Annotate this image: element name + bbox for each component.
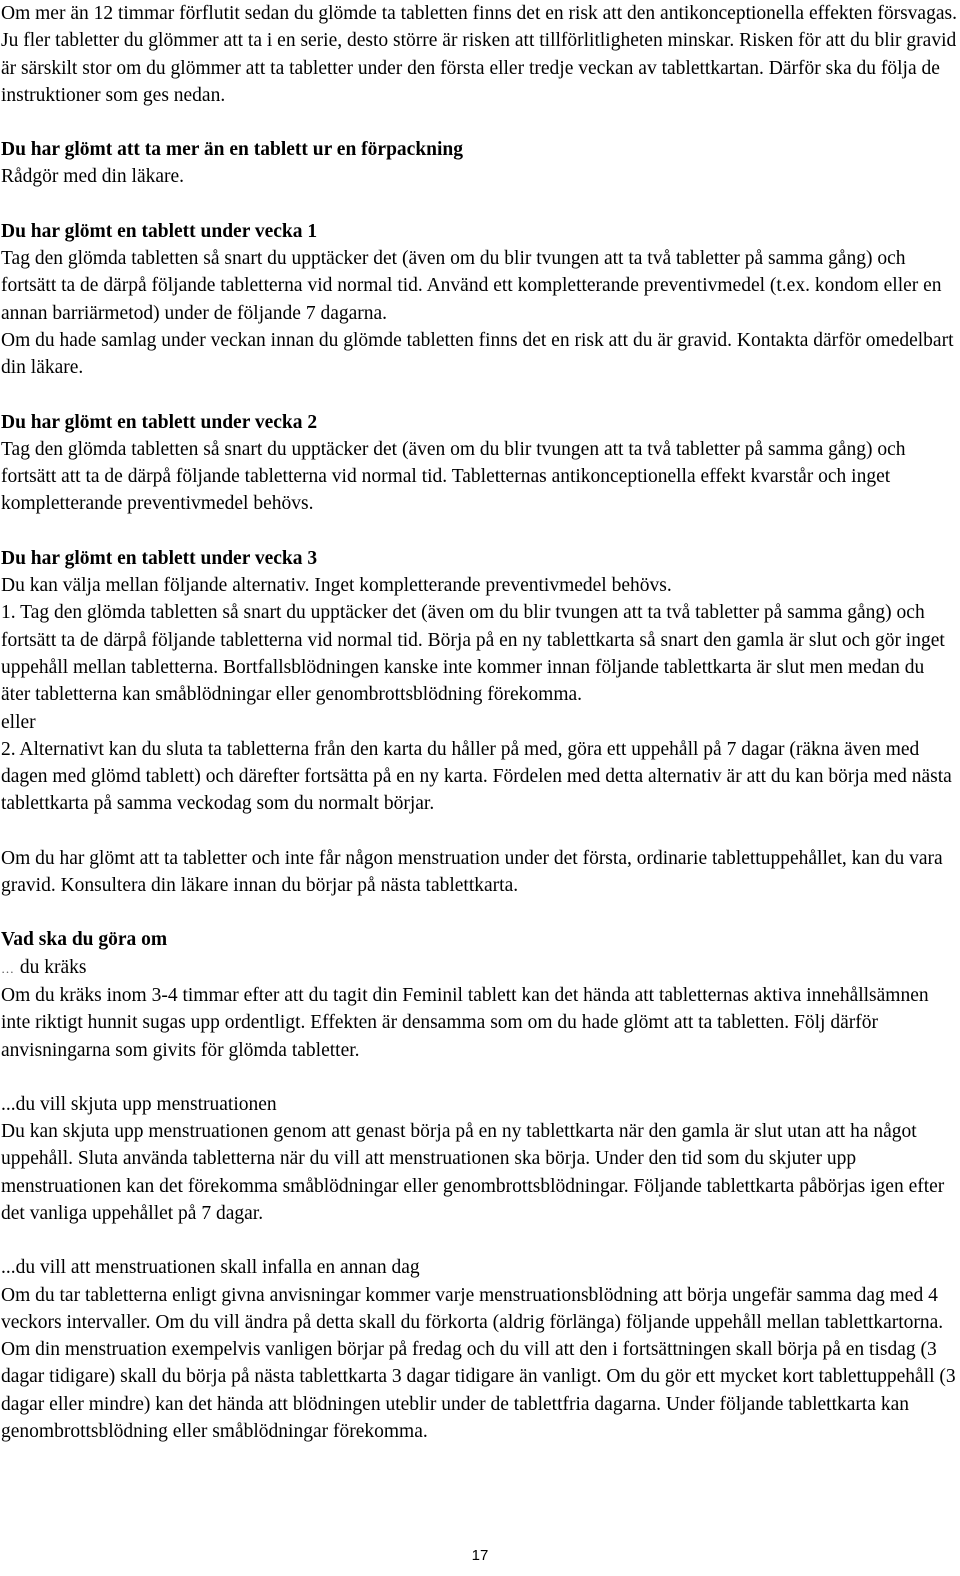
change-day-subheading: ...du vill att menstruationen skall infalla en annan dag [1, 1257, 420, 1279]
section-delay-menstruation [1, 1091, 957, 1227]
section-more-than-one [1, 136, 957, 191]
section-heading: Du har glömt en tablett under vecka 1 [1, 220, 318, 242]
delay-body: Du kan skjuta upp menstruationen genom att genast börja på en ny tablettkarta när den gamla är slut utan att ha något uppehåll. Sluta använda tabletterna när du vill att menstruationen ska börja. Under den tid som du skjuter upp menstruationen kan det förekomma småblödningar eller genombrottsblödningar. Följande tablettkarta påbörjas igen efter det vanliga uppehållet på 7 dagar. [1, 1121, 945, 1224]
section-no-menstruation [1, 845, 957, 900]
no-menstruation-paragraph: Om du har glömt att ta tabletter och inte får någon menstruation under det första, ordinarie tablettuppehållet, kan du vara gravid. Konsultera din läkare innan du börjar på nästa tablettkarta. [1, 847, 943, 897]
section-heading: Du har glömt en tablett under vecka 2 [1, 411, 318, 433]
delay-subheading: ...du vill skjuta upp menstruationen [1, 1093, 277, 1115]
change-day-body: Om du tar tabletterna enligt givna anvisningar kommer varje menstruationsblödning att börja ungefär samma dag med 4 veckors intervaller. Om du vill ändra på detta skall du förkorta (aldrig förlänga) följande uppehåll mellan tablettkartorna. Om din menstruation exempelvis vanligen börjar på fredag och du vill att den i fortsättningen skall börja på en tisdag (3 dagar tidigare) skall du börja på nästa tablettkarta 3 dagar tidigare än vanligt. Om du gör ett mycket kort tablettuppehåll (3 dagar eller mindre) kan det hända att blödningen uteblir under de tablettfria dagarna. Under följande tablettkarta kan genombrottsblödning eller småblödningar förekomma. [1, 1284, 956, 1443]
option-1: 1. Tag den glömda tabletten så snart du upptäcker det (även om du blir tvungen att ta två tabletter på samma gång) och fortsätt ta de därpå följande tabletterna vid normal tid. Börja på en ny tablettkarta så snart den gamla är slut och gör inget uppehåll mellan tabletterna. Bortfallsblödningen kanske inte kommer innan följande tablettkarta är slut men medan du äter tabletterna kan småblödningar eller genombrottsblödning förekomma. [1, 602, 945, 706]
option-2: 2. Alternativt kan du sluta ta tabletterna från den karta du håller på med, göra ett uppehåll på 7 dagar (räkna även med dagen med glömd tablett) och därefter fortsätta på en ny karta. Fördelen med detta alternativ är att du kan börja med nästa tablettkarta på samma veckodag som du normalt börjar. [1, 738, 952, 815]
vomit-body: Om du kräks inom 3-4 timmar efter att du tagit din Feminil tablett kan det hända att tabletternas aktiva innehållsämnen inte riktigt hunnit sugas upp ordentligt. Effekten är densamma som om du hade glömt att ta tabletten. Följ därför anvisningarna som givits för glömda tabletter. [1, 984, 929, 1061]
section-intro: Du kan välja mellan följande alternativ. Inget kompletterande preventivmedel behövs. [1, 575, 672, 597]
section-heading: Vad ska du göra om [1, 929, 168, 951]
section-heading: Du har glömt en tablett under vecka 3 [1, 547, 318, 569]
vomit-subheading [1, 954, 957, 982]
ellipsis-mark: … [1, 960, 15, 976]
section-body: Rådgör med din läkare. [1, 166, 185, 188]
section-body: Tag den glömda tabletten så snart du upptäcker det (även om du blir tvungen att ta två tabletter på samma gång) och fortsätt ta de därpå följande tabletterna vid normal tid. Använd ett kompletterande preventivmedel (t.ex. kondom eller en annan barriärmetod) under de följande 7 dagarna. [1, 248, 942, 324]
section-change-day [1, 1254, 957, 1445]
section-body-2: Om du hade samlag under veckan innan du glömde tabletten finns det en risk att du är gravid. Kontakta därför omedelbart din läkare. [1, 329, 954, 379]
section-body: Tag den glömda tabletten så snart du upptäcker det (även om du blir tvungen att ta två tabletter på samma gång) och fortsätt att ta de därpå följande tabletterna vid normal tid. Tabletternas antikonceptionella effekt kvarstår och inget kompletterande preventivmedel behövs. [1, 438, 906, 515]
section-week-1 [1, 218, 957, 382]
vomit-subheading-text: du kräks [15, 956, 87, 978]
section-what-to-do [1, 926, 957, 1063]
page-content [1, 0, 957, 1445]
page-number: 17 [471, 1547, 489, 1564]
section-heading: Du har glömt att ta mer än en tablett ur en förpackning [1, 139, 464, 161]
section-week-3 [1, 545, 957, 818]
intro-paragraph: Om mer än 12 timmar förflutit sedan du glömde ta tabletten finns det en risk att den antikonceptionella effekten försvagas. Ju fler tabletter du glömmer att ta i en serie, desto större är risken att tillförlitligheten minskar. Risken för att du blir gravid är särskilt stor om du glömmer att ta tabletter under den första eller tredje veckan av tablettkartan. Därför ska du följa de instruktioner som ges nedan. [1, 3, 957, 106]
section-week-2 [1, 409, 957, 518]
option-separator: eller [1, 711, 36, 733]
